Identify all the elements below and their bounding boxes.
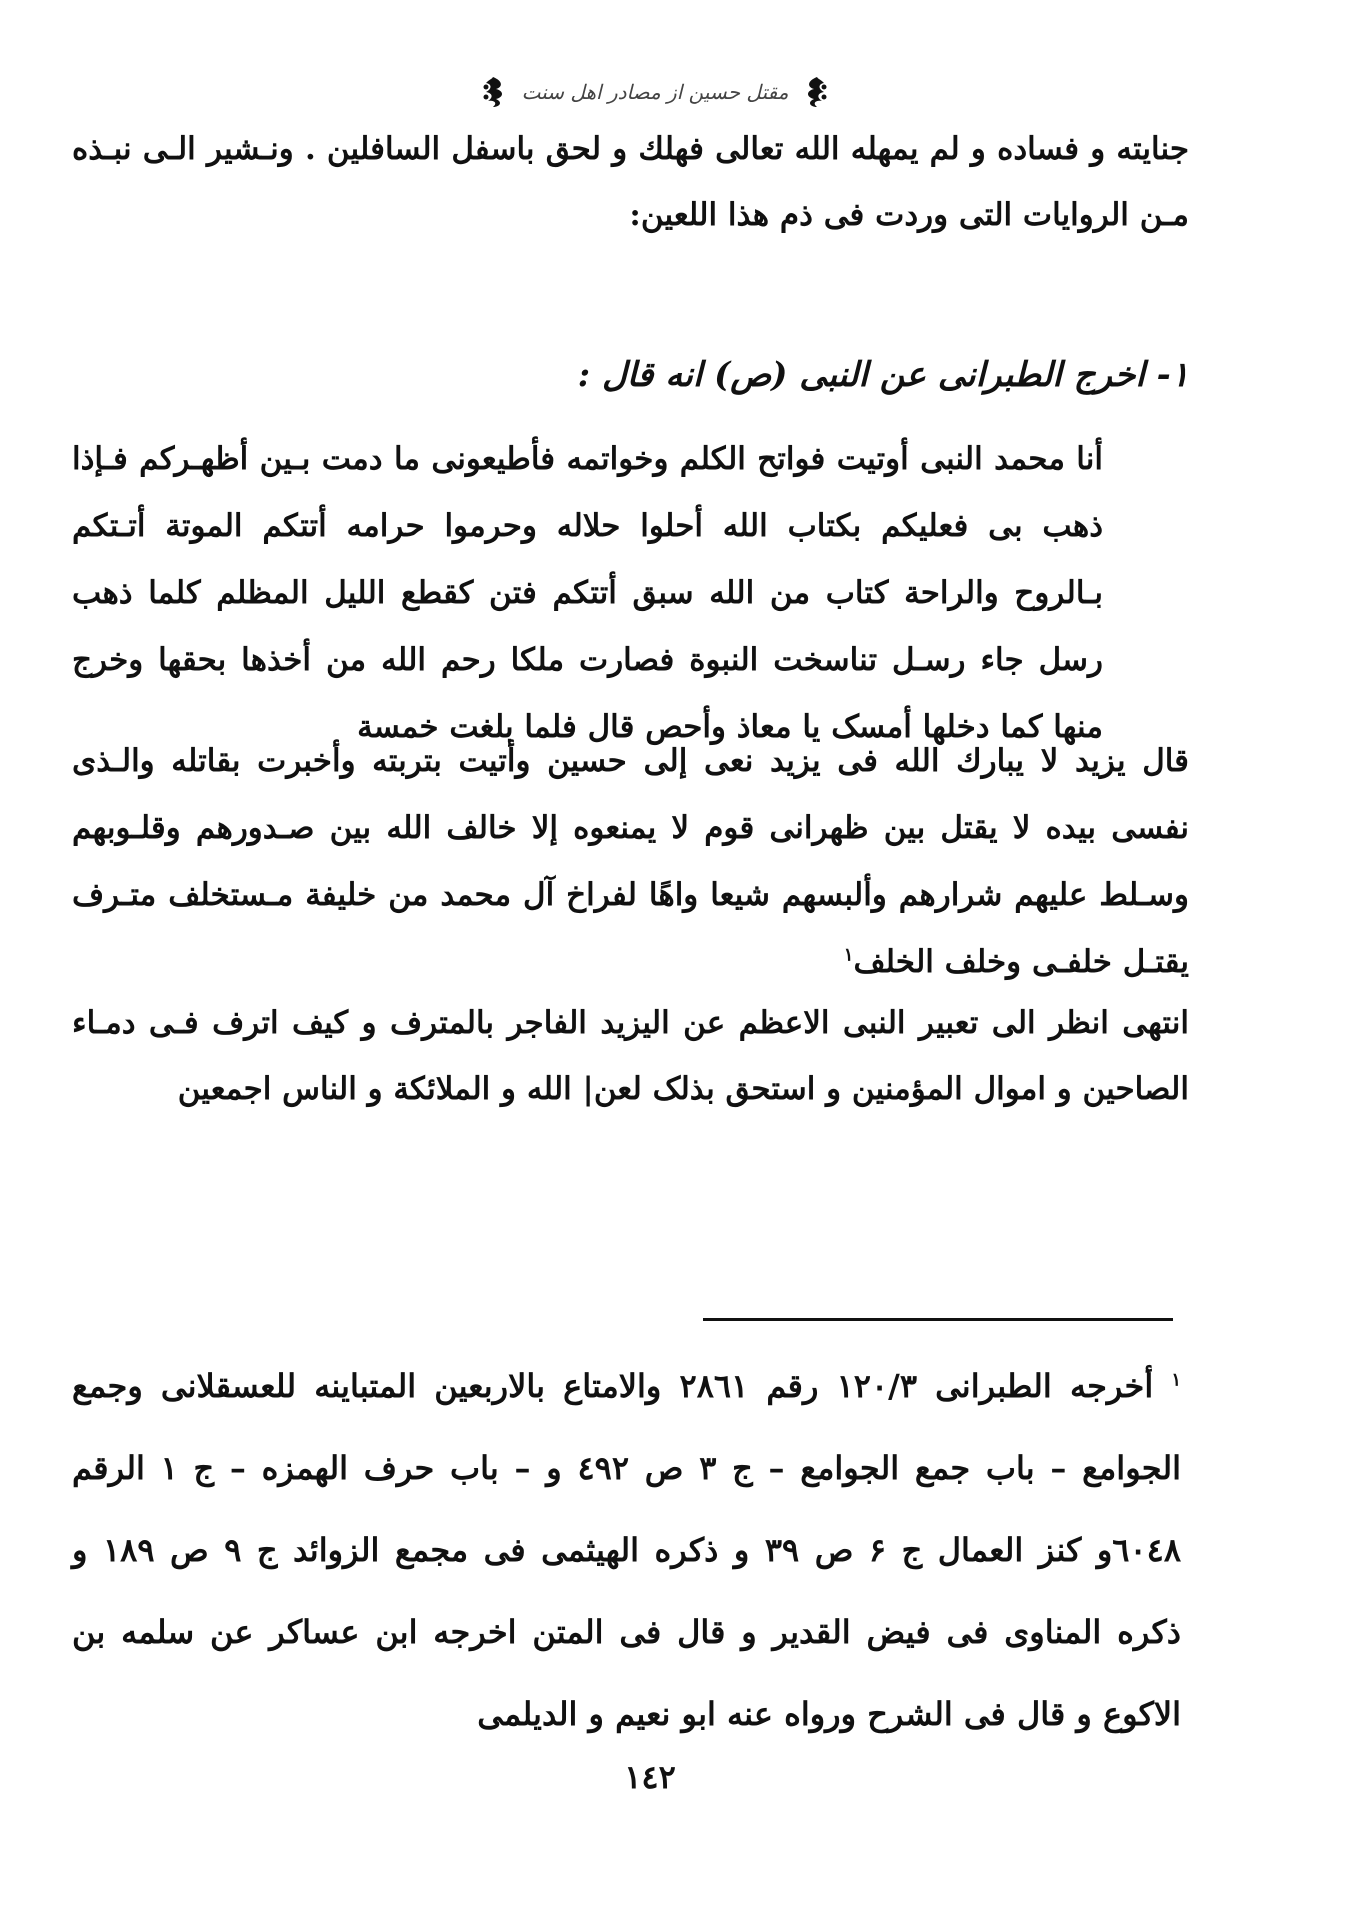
footnote-separator: [703, 1318, 1173, 1321]
footnote-text: أخرجه الطبرانى ١٢٠/٣ رقم ٢٨٦١ والامتاع بالاربعين المتباينه للعسقلانى وجمع الجوامع – باب جمع الجوامع – ج ٣ ص ٤٩٢ و – باب حرف الهمزه – ج ١ الرقم ٦٠٤٨و كنز العمال ج ۶ ص ٣٩ و ذكره الهيثمى فى مجمع الزوائد ج ٩ ص ١٨٩ و ذكره المناوى فى فيض القدير و قال فى المتن اخرجه ابن عساكر عن سلمه بن الاكوع و قال فى الشرح ورواه عنه ابو نعيم و الديلمى: [72, 1367, 1182, 1733]
ornament-icon: [802, 75, 832, 109]
footnote-reference-mark: ١: [843, 944, 854, 966]
conclusion-paragraph: انتهى انظر الى تعبير النبى الاعظم عن اليزيد الفاجر بالمترف و كيف اترف فـى دمـاء الصاحين و اموال المؤمنين و استحق بذلک لعن| الله و الملائكة و الناس اجمعين: [72, 1005, 1189, 1107]
footnote-mark: ١: [1171, 1369, 1182, 1391]
hadith-quote: أنا محمد النبى أوتيت فواتح الكلم وخواتمه فأطيعونى ما دمت بـين أظهـركم فـإذا ذهب بى فعليكم بكتاب الله أحلوا حلاله وحرموا حرامه أتتكم الموتة أتـتكم بـالروح والراحة كتاب من الله سبق أتتكم فتن كقطع الليل المظلم كلما ذهب رسل جاء رسـل تناسخت النبوة فصارت ملكا رحم الله من أخذها بحقها وخرج منها كما دخلها أمسک يا معاذ وأحص قال فلما بلغت خمسة: [72, 441, 1103, 745]
running-header-title: مقتل حسين از مصادر اهل سنت: [521, 80, 789, 104]
second-quote-text: قال يزيد لا يبارك الله فى يزيد نعى إلى حسين وأتيت بتربته وأخبرت بقاتله والـذى نفسى بيده لا يقتل بين ظهرانى قوم لا يمنعوه إلا خالف الله بين صـدورهم وقلـوبهم وسـلط عليهم شرارهم وألبسهم شيعا واهًا لفراخ آل محمد من خليفة مـستخلف متـرف يقتـل خلفـى وخلف الخلف: [72, 743, 1189, 980]
footnote: [72, 1345, 1181, 1755]
page-number: ١٤٢: [624, 1758, 676, 1796]
running-header: [430, 70, 880, 114]
section-heading: ۱- اخرج الطبرانی عن النبی (ص) انه قال :: [577, 355, 1189, 395]
second-quote-paragraph: [72, 728, 1189, 996]
ornament-icon: [478, 75, 508, 109]
intro-paragraph: جنايته و فساده و لم يمهله الله تعالى فهلك و لحق باسفل السافلين . ونـشير الـى نبـذه مـن الروايات التى وردت فى ذم هذا اللعين:: [72, 131, 1189, 233]
